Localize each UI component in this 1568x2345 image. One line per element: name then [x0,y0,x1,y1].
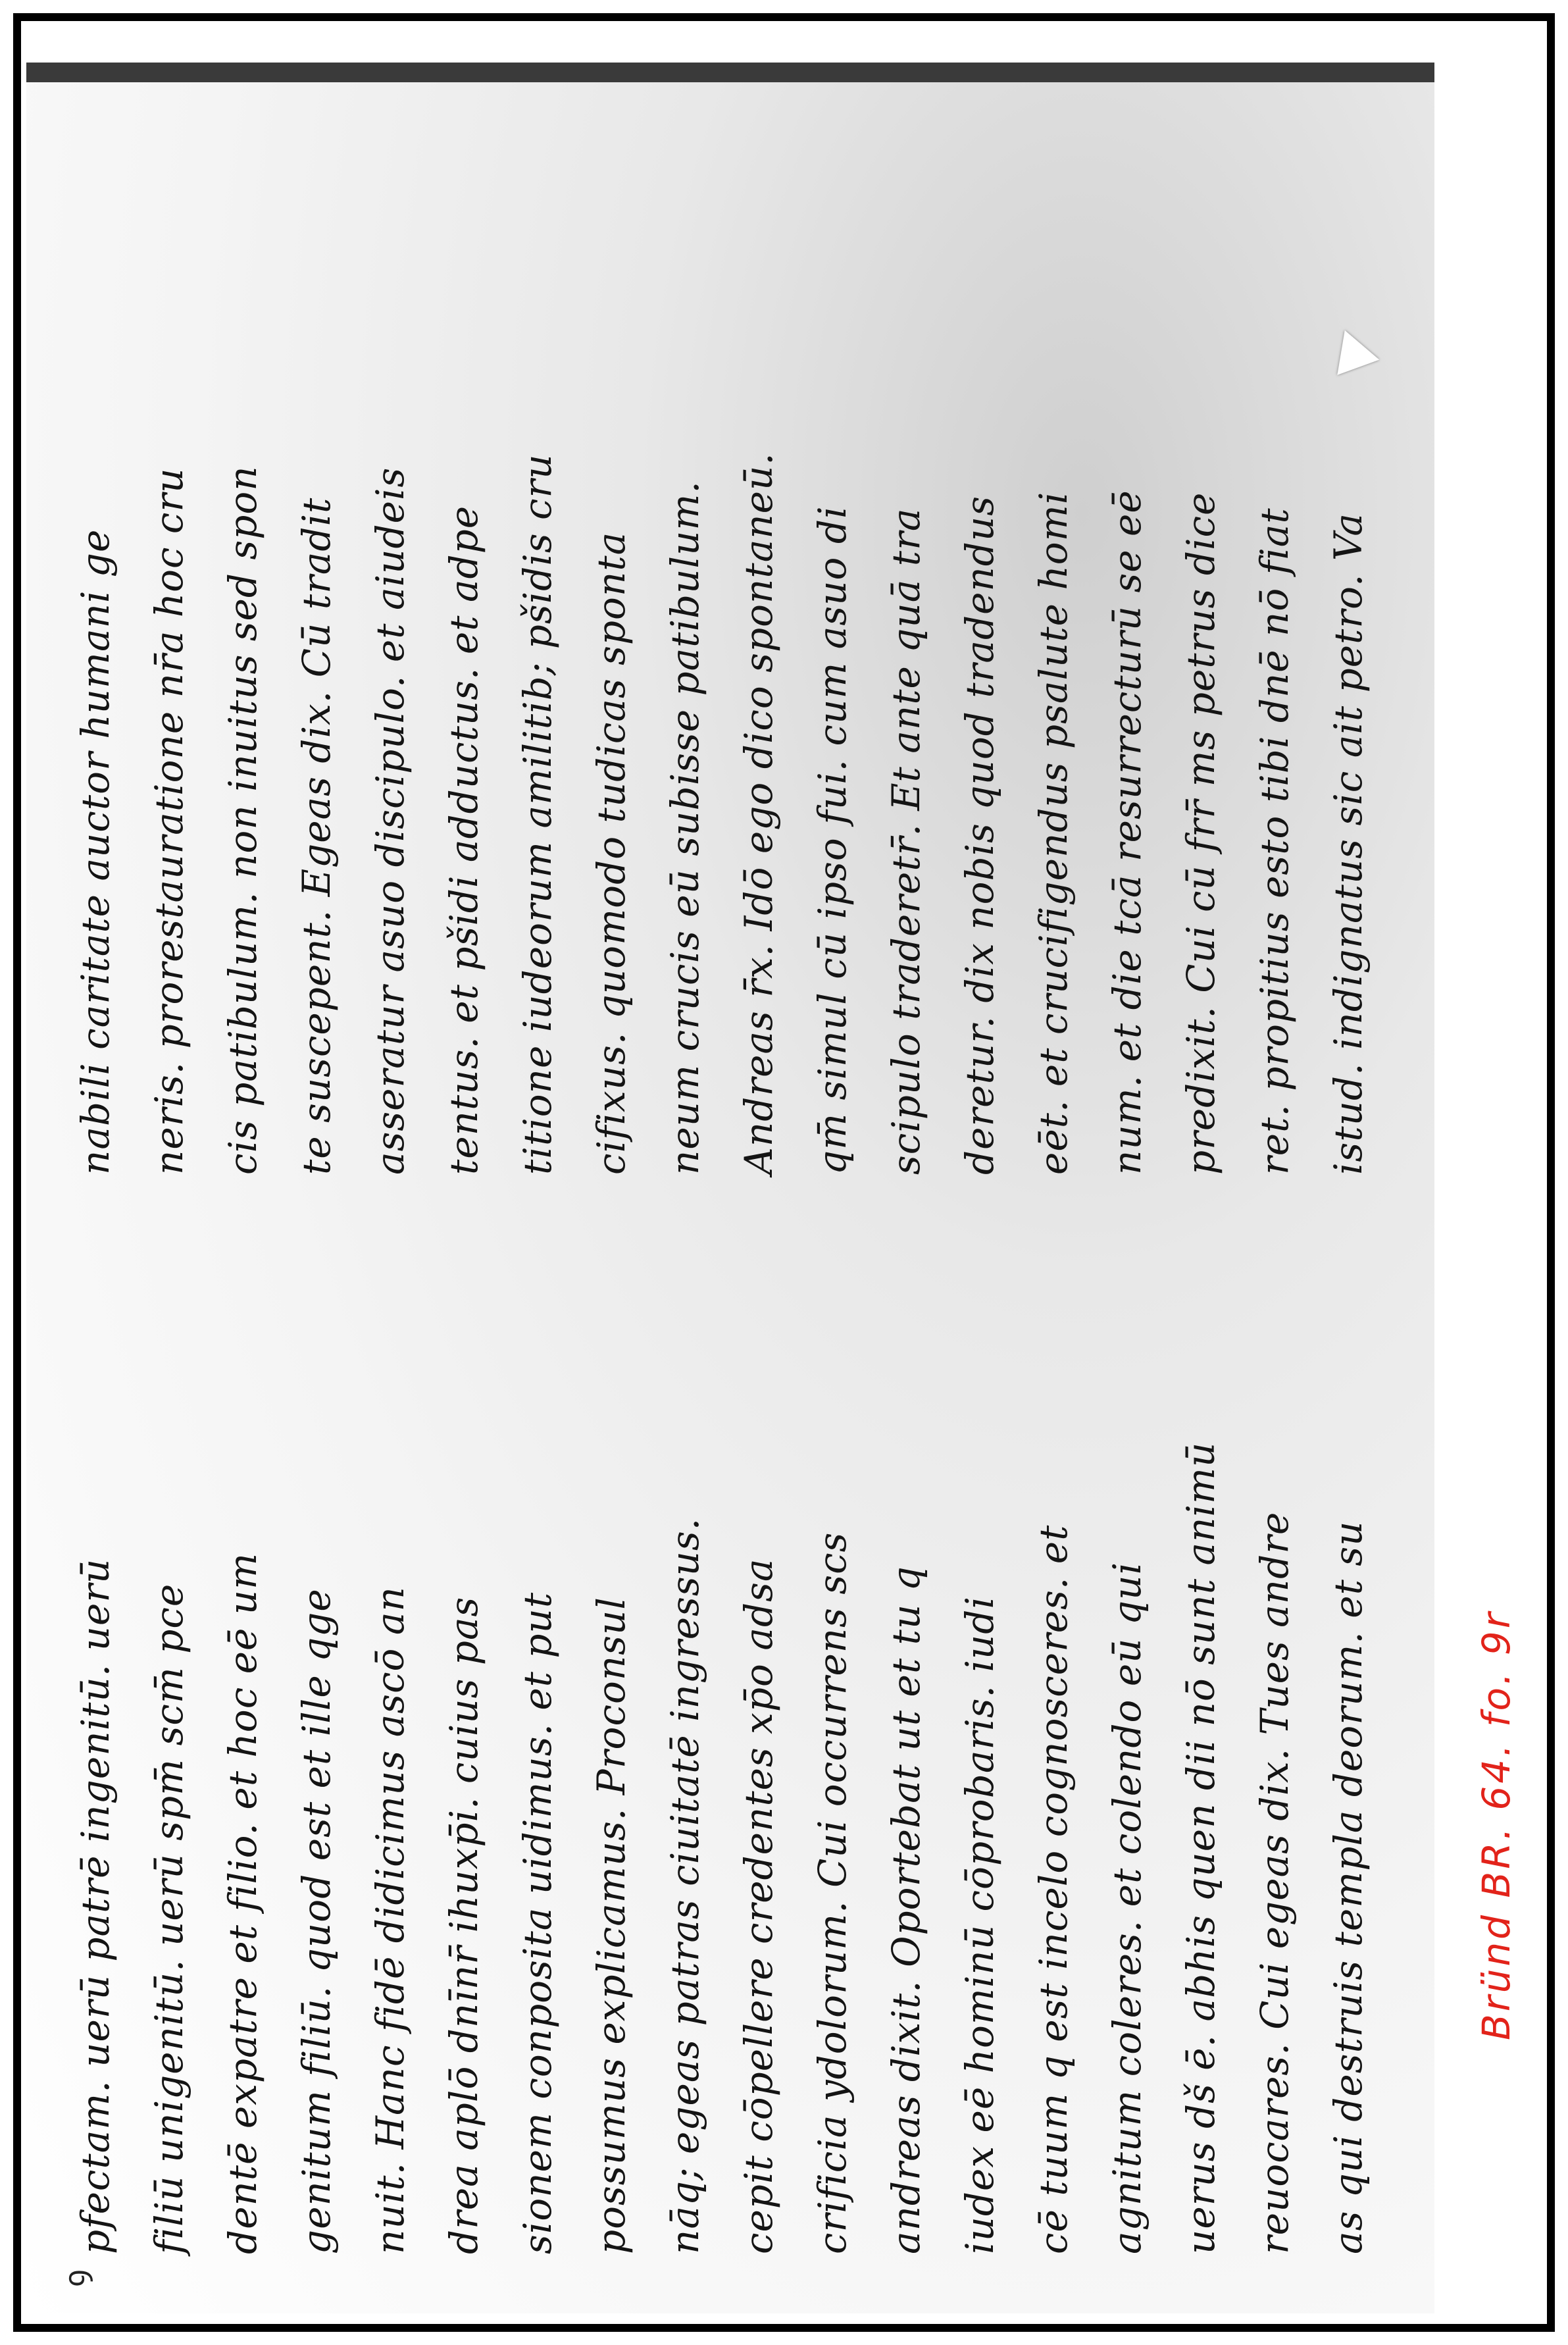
manuscript-line: nāq; egeas patras ciuitatē ingressus. [663,1517,707,2254]
manuscript-line: nabili caritate auctor humani ge [73,528,118,1175]
manuscript-line: te suscepent. Egeas dix. Cū tradit [294,497,339,1175]
manuscript-line: uerus dš ē. abhis quen dii nō sunt animū [1178,1441,1223,2254]
manuscript-photograph [26,63,1434,2313]
text-column-right [59,201,1402,1175]
manuscript-line: genitum filiū. quod est et ille qge [294,1588,339,2254]
manuscript-line: dentē expatre et filio. et hoc eē um [220,1552,265,2254]
manuscript-line: neum crucis eū subisse patibulum. [663,480,707,1175]
manuscript-line: nuit. Hanc fidē didicimus ascō an [368,1586,413,2254]
manuscript-line: ret. propitius esto tibi dnē nō fiat [1252,507,1297,1175]
manuscript-line: filiū unigenitū. uerū spm̄ scm̄ pce [147,1583,191,2254]
manuscript-line: deretur. dix nobis quod tradendus [957,496,1002,1175]
text-column-left [59,1280,1402,2254]
manuscript-line: as qui destruis templa deorum. et su [1326,1520,1371,2254]
manuscript-page [59,82,1402,2294]
shelfmark-annotation: Bründ BR. 64. fo. 9r [1474,1610,1519,2040]
manuscript-line: eēt. et crucifigendus psalute homi [1031,491,1076,1175]
manuscript-line: cē tuum q est incelo cognosceres. et [1031,1524,1076,2254]
manuscript-line: drea aplō dnīnr̄ ihuxp̄i. cuius pas [442,1596,486,2254]
manuscript-line: neris. prorestauratione nr̄a hoc cru [147,467,191,1175]
manuscript-line: sionem conposita uidimus. et put [515,1591,560,2254]
manuscript-line: tentus. et pšidi adductus. et adpe [442,505,486,1175]
manuscript-line: num. et die tcā resurrecturū se eē [1105,490,1150,1175]
manuscript-line: istud. indignatus sic ait petro. Va [1326,513,1371,1175]
manuscript-line: agnitum coleres. et colendo eū qui [1105,1561,1150,2254]
manuscript-line: pfectam. uerū patrē ingenitū. uerū [73,1558,118,2254]
manuscript-line: qm̄ simul cū ipso fui. cum asuo di [810,505,855,1175]
manuscript-line: cifixus. quomodo tudicas sponta [589,531,634,1175]
manuscript-line: titione iudeorum amilitib; pšidis cru [515,453,560,1175]
manuscript-line: andreas dixit. Oportebat ut et tu q [884,1566,928,2254]
manuscript-line: reuocares. Cui egeas dix. Tues andre [1252,1511,1297,2254]
manuscript-line: cepit cōpellere credentes xp̄o adsa [736,1558,781,2254]
manuscript-line: crificia ydolorum. Cui occurrens scs [810,1532,855,2254]
manuscript-line: scipulo traderetr̄. Et ante quā tra [884,507,928,1175]
manuscript-line: asseratur asuo discipulo. et aiudeis [368,467,413,1175]
margin-mark: ꝯ [57,2269,93,2287]
manuscript-line: predixit. Cui cū frr̄ ms petrus dice [1178,492,1223,1175]
manuscript-line: cis patibulum. non inuitus sed spon [220,465,265,1175]
manuscript-line: Andreas r̄x. Idō ego dico spontaneū. [736,452,781,1175]
manuscript-line: iudex eē hominū cōprobaris. iudi [957,1596,1002,2254]
manuscript-line: possumus explicamus. Proconsul [589,1597,634,2254]
